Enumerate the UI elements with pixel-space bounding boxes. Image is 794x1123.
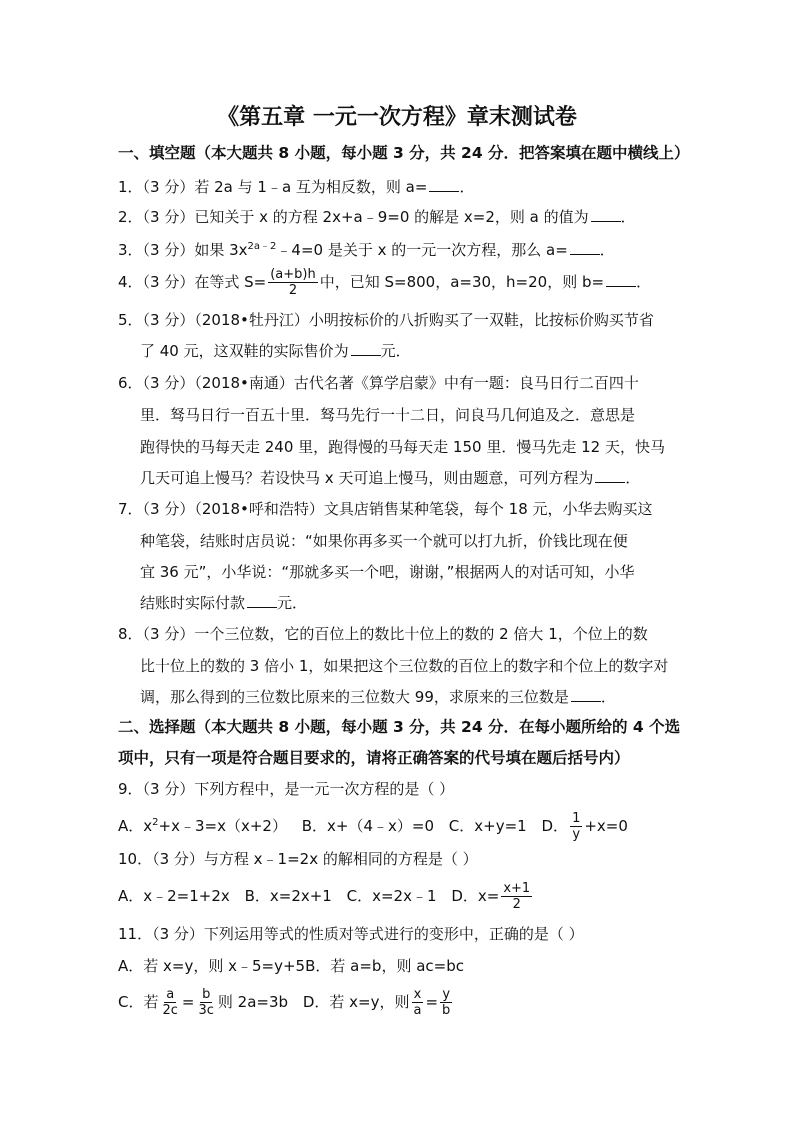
- punct: ．: [625, 469, 641, 487]
- option-b: B．若 a=b，则 ac=bc: [305, 957, 464, 975]
- option-a-text-cont: +x﹣3=x（x+2）: [158, 817, 287, 835]
- option-a: A．若 x=y，则 x﹣5=y+5: [118, 957, 306, 975]
- option-d: [542, 810, 628, 842]
- question-6-line-4: [140, 468, 640, 488]
- question-10-stem: 10．（3 分）与方程 x﹣1=2x 的解相同的方程是（ ）: [118, 850, 478, 868]
- question-8-text: 调，那么得到的三位数比原来的三位数大 99，求原来的三位数是: [140, 688, 569, 706]
- denominator: 2: [512, 897, 521, 912]
- question-2: [118, 207, 636, 227]
- answer-blank: [247, 594, 277, 608]
- option-c: C．x=2x﹣1: [346, 887, 437, 905]
- question-8-line-3: [140, 687, 616, 707]
- equals-sign: =: [425, 993, 439, 1011]
- denominator: 2c: [162, 1003, 178, 1018]
- question-6-line-2: 里．驽马日行一百五十里．驽马先行一十二日，问良马几何追及之．意思是: [140, 406, 636, 424]
- option-c-text: 则 2a=3b: [217, 993, 289, 1011]
- question-6-line-1: 6．（3 分）（2018•南通）古代名著《算学启蒙》中有一题：良马日行二百四十: [118, 374, 639, 392]
- fraction: [501, 881, 532, 912]
- fraction: [411, 987, 423, 1018]
- fraction: [570, 811, 582, 842]
- question-5-text: 了 40 元，这双鞋的实际售价为: [140, 342, 349, 360]
- exponent: 2: [152, 817, 159, 828]
- denominator: a: [413, 1003, 422, 1018]
- question-1-text: 1．（3 分）若 2a 与 1﹣a 互为相反数，则 a=: [118, 178, 428, 196]
- numerator: x+1: [503, 881, 531, 896]
- numerator: 1: [572, 811, 581, 826]
- option-d-label: D．若 x=y，则: [302, 993, 410, 1011]
- section-choice-heading-line-1: 二、选择题（本大题共 8 小题，每小题 3 分，共 24 分．在每小题所给的 4 个选: [118, 718, 681, 736]
- question-6-line-3: 跑得快的马每天走 240 里，跑得慢的马每天走 150 里．慢马先走 12 天，快马: [140, 438, 665, 456]
- punct: 元．: [277, 594, 308, 612]
- option-d-text: +x=0: [584, 817, 628, 835]
- answer-blank: [591, 208, 621, 222]
- question-5-line-1: 5．（3 分）（2018•牡丹江）小明按标价的八折购买了一双鞋，比按标价购买节省: [118, 311, 654, 329]
- option-d-label: D．: [541, 817, 569, 835]
- option-a: [118, 807, 287, 842]
- fraction: [196, 987, 215, 1018]
- option-d: [303, 984, 454, 1020]
- numerator: (a+b)h: [270, 267, 316, 282]
- question-7-text: 结账时实际付款: [140, 594, 246, 612]
- fraction: [160, 987, 179, 1018]
- option-c: C．x+y=1: [448, 817, 527, 835]
- question-3-text: 3．（3 分）如果 3x: [118, 241, 248, 259]
- section-choice-heading-line-2: 项中，只有一项是符合题目要求的，请将正确答案的代号填在题后括号内）: [118, 749, 630, 767]
- question-3-text-cont: ﹣4=0 是关于 x 的一元一次方程，那么 a=: [276, 241, 568, 259]
- punct: ．: [636, 273, 652, 291]
- question-9-options: [118, 807, 638, 842]
- fraction: [440, 987, 452, 1018]
- answer-blank: [429, 178, 459, 192]
- option-c: [118, 984, 288, 1020]
- question-4-text: 4．（3 分）在等式 S=: [118, 273, 267, 291]
- question-9-stem: 9．（3 分）下列方程中，是一元一次方程的是（ ）: [118, 780, 455, 798]
- punct: ．: [620, 208, 636, 226]
- question-11-options-cd: [118, 984, 464, 1020]
- question-7-line-3: 宜 36 元”，小华说：“那就多买一个吧，谢谢，”根据两人的对话可知，小华: [140, 563, 635, 581]
- question-7-line-1: 7．（3 分）（2018•呼和浩特）文具店销售某种笔袋，每个 18 元，小华去购买这: [118, 500, 653, 518]
- question-8-line-1: 8．（3 分）一个三位数，它的百位上的数比十位上的数的 2 倍大 1，个位上的数: [118, 625, 648, 643]
- option-b: B．x=2x+1: [244, 887, 332, 905]
- answer-blank: [570, 241, 600, 255]
- answer-blank: [571, 688, 601, 702]
- denominator: 2: [288, 283, 298, 298]
- section-fill-blank-heading: 一、填空题（本大题共 8 小题，每小题 3 分，共 24 分．把答案填在题中横线上）: [118, 144, 690, 162]
- fraction: [268, 267, 318, 298]
- denominator: b: [442, 1003, 451, 1018]
- question-11-options-ab: [118, 956, 464, 976]
- question-11-stem: 11．（3 分）下列运用等式的性质对等式进行的变形中，正确的是（ ）: [118, 925, 584, 943]
- option-a: A．x﹣2=1+2x: [118, 887, 230, 905]
- denominator: y: [572, 827, 581, 842]
- question-7-line-4: [140, 593, 307, 613]
- exponent: 2a﹣2: [247, 241, 277, 252]
- punct: ．: [599, 241, 615, 259]
- punct: ．: [459, 178, 475, 196]
- option-d: [451, 880, 534, 912]
- answer-blank: [606, 273, 636, 287]
- answer-blank: [351, 342, 381, 356]
- denominator: 3c: [198, 1003, 214, 1018]
- question-4-text-cont: 中，已知 S=800，a=30，h=20，则 b=: [319, 273, 605, 291]
- numerator: y: [442, 987, 451, 1002]
- question-7-line-2: 种笔袋，结账时店员说：“如果你再多买一个就可以打九折，价钱比现在便: [140, 532, 628, 550]
- page-title: 《第五章 一元一次方程》章末测试卷: [217, 104, 577, 130]
- question-4: [118, 266, 651, 298]
- punct: ．: [600, 688, 616, 706]
- question-2-text: 2．（3 分）已知关于 x 的方程 2x+a﹣9=0 的解是 x=2，则 a 的值为: [118, 208, 589, 226]
- question-8-line-2: 比十位上的数的 3 倍小 1，如果把这个三位数的百位上的数字和个位上的数字对: [140, 657, 669, 675]
- numerator: a: [166, 987, 175, 1002]
- question-3: [118, 237, 615, 260]
- option-b: B．x+（4﹣x）=0: [301, 817, 435, 835]
- numerator: x: [413, 987, 422, 1002]
- question-10-options: [118, 880, 544, 912]
- option-a-text: A．x: [118, 817, 153, 835]
- numerator: b: [202, 987, 211, 1002]
- equals-sign: =: [181, 993, 195, 1011]
- question-5-line-2: [140, 341, 411, 361]
- option-c-label: C．若: [118, 993, 159, 1011]
- punct: 元．: [380, 342, 411, 360]
- option-d-label: D．x=: [451, 887, 500, 905]
- answer-blank: [595, 469, 625, 483]
- question-1: [118, 177, 474, 197]
- question-6-text: 几天可追上慢马？若设快马 x 天可追上慢马，则由题意，可列方程为: [140, 469, 594, 487]
